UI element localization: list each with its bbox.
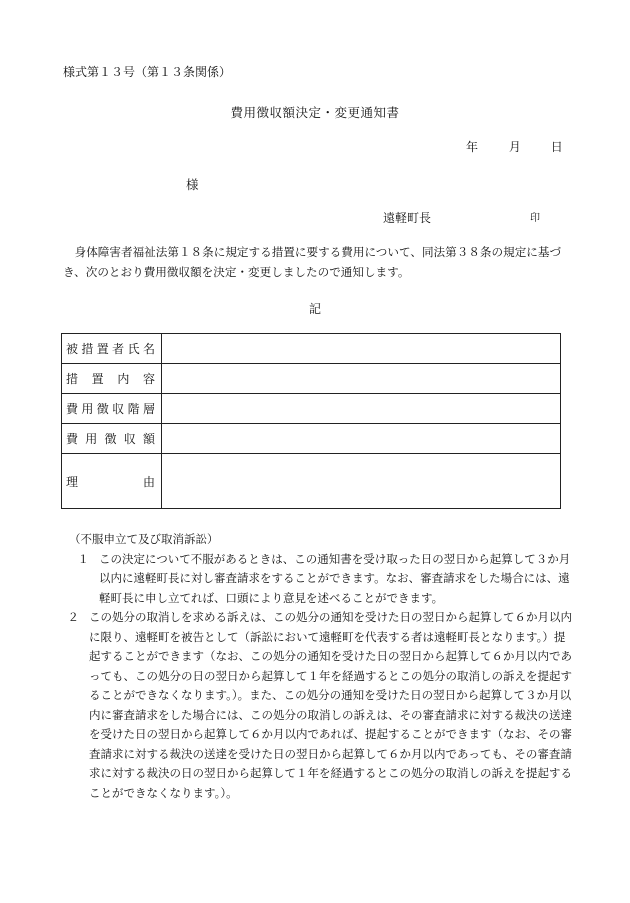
label-char: 費	[66, 432, 79, 446]
row-label-amount	[62, 424, 162, 454]
row-label-reason	[62, 454, 162, 509]
spread-label	[66, 370, 161, 387]
spread-label	[66, 400, 161, 417]
row-label-name	[62, 334, 162, 364]
table-row	[62, 364, 561, 394]
item-text: この決定について不服があるときは、この通知書を受け取った日の翌日から起算して３か月以内に遠軽町長に対し審査請求をすることができます。なお、審査請求をした場合には、遠軽町長に申し立てれば、口頭により意見を述べることができます。	[99, 551, 571, 605]
label-char: 措	[81, 342, 94, 356]
seal-mark: 印	[530, 213, 540, 224]
label-char: 収	[112, 402, 125, 416]
label-char: 徴	[104, 432, 117, 446]
row-value-name	[162, 334, 561, 364]
row-value-tier	[162, 394, 561, 424]
label-char: 内	[117, 372, 130, 386]
label-char: 層	[142, 402, 155, 416]
label-char: 被	[66, 342, 79, 356]
date-year: 年	[466, 140, 479, 154]
spread-label	[66, 340, 161, 357]
label-char: 徴	[96, 402, 109, 416]
row-value-content	[162, 364, 561, 394]
spread-label	[66, 430, 161, 447]
label-char: 名	[142, 342, 155, 356]
issuer-name: 遠軽町長	[383, 211, 432, 225]
date-month: 月	[508, 140, 521, 154]
form-number: 様式第１３号（第１３条関係）	[63, 65, 232, 79]
label-char: 置	[91, 372, 104, 386]
label-char: 置	[96, 342, 109, 356]
appeal-notice	[63, 530, 573, 803]
date-day: 日	[550, 140, 563, 154]
date-line	[466, 138, 563, 155]
label-char: 氏	[127, 342, 140, 356]
label-char: 額	[142, 432, 155, 446]
item-text: この処分の取消しを求める訴えは、この処分の通知を受けた日の翌日から起算して６か月以内に限り、遠軽町を被告として（訴訟において遠軽町を代表する者は遠軽町長となります。）提起することができます（なお、この処分の通知を受けた日の翌日から起算して６か月以内であっても、この処分の日の翌日から起算して１年を経過するとこの処分の取消しの訴えを提起することができなくなります。）。また、この処分の通知を受けた日の翌日から起算して３か月以内に審査請求をした場合には、この処分の取消しの訴えは、その審査請求に対する裁決の送達を受けた日の翌日から起算して６か月以内であれば、提起することができます（なお、その審査請求に対する裁決の送達を受けた日の翌日から起算して６か月以内であっても、その審査請求に対する裁決の日の翌日から起算して１年を経過するとこの処分の取消しの訴えを提起することができなくなります。）。	[89, 610, 572, 800]
row-label-tier	[62, 394, 162, 424]
addressee-suffix: 様	[186, 177, 199, 192]
label-char: 階	[127, 402, 140, 416]
row-value-reason	[162, 454, 561, 509]
row-label-content	[62, 364, 162, 394]
item-number: １	[77, 551, 89, 566]
label-char: 理	[66, 474, 79, 489]
list-item	[63, 608, 573, 803]
item-number: ２	[67, 610, 79, 624]
row-value-amount	[162, 424, 561, 454]
table-row	[62, 394, 561, 424]
table-row	[62, 424, 561, 454]
table-row	[62, 454, 561, 509]
table-row	[62, 334, 561, 364]
label-char: 措	[66, 372, 79, 386]
info-table	[61, 333, 561, 509]
label-char: 容	[142, 372, 155, 386]
appeal-heading: （不服申立て及び取消訴訟）	[69, 532, 219, 546]
label-char: 収	[123, 432, 136, 446]
record-mark: 記	[308, 302, 321, 316]
spread-label	[66, 473, 161, 490]
list-item	[63, 550, 573, 609]
label-char: 費	[66, 402, 79, 416]
label-char: 由	[142, 474, 155, 489]
label-char: 者	[112, 342, 125, 356]
label-char: 用	[85, 432, 98, 446]
label-char: 用	[81, 402, 94, 416]
body-paragraph: 身体障害者福祉法第１８条に規定する措置に要する費用について、同法第３８条の規定に基づき、次のとおり費用徴収額を決定・変更しましたので通知します。	[63, 245, 562, 279]
document-title: 費用徴収額決定・変更通知書	[230, 105, 400, 120]
